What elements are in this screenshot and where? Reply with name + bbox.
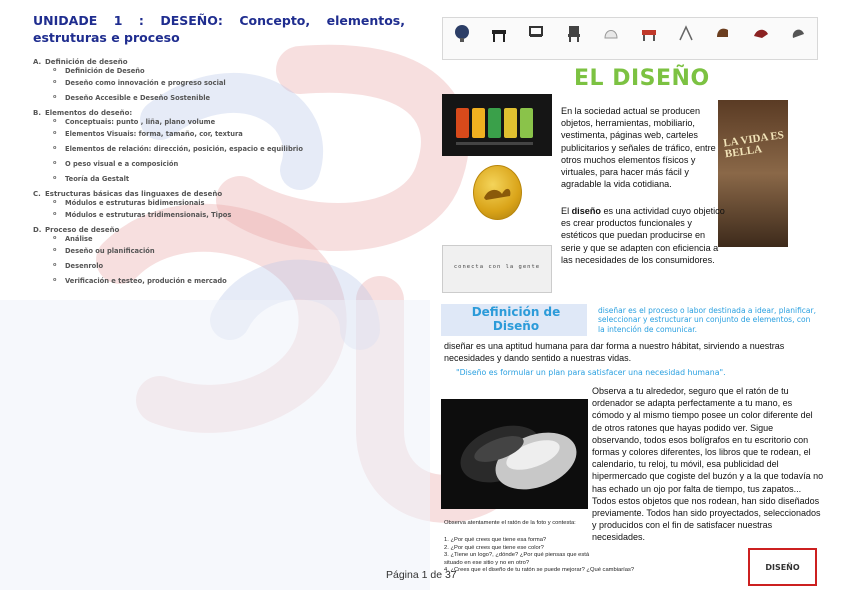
outline-item: o Desenrolo bbox=[33, 262, 405, 271]
bold-term: diseño bbox=[571, 206, 601, 216]
outline-section bbox=[33, 190, 405, 220]
outline-item: o Conceptuais: punto , liña, plano volume bbox=[33, 118, 405, 127]
outline-item: o Verificación e testeo, produción e mercado bbox=[33, 277, 405, 286]
outline-item: o O peso visual e a composición bbox=[33, 160, 405, 169]
question: 1. ¿Por qué crees que tiene esa forma? bbox=[444, 537, 547, 543]
outline-section bbox=[33, 58, 405, 103]
poster-title: LA VIDA ES BELLA bbox=[722, 129, 785, 161]
chair-image bbox=[636, 24, 662, 54]
exercise-prompt: Observa atentamente el ratón de la foto y contesta: bbox=[444, 520, 576, 526]
chair-image bbox=[598, 24, 624, 54]
question: 3. ¿Tiene un logo?, ¿dónde? ¿Por qué piensas que está situado en ese sitio y no en otro? bbox=[444, 552, 590, 566]
chair-strip bbox=[442, 17, 818, 60]
movie-poster bbox=[718, 100, 788, 247]
question-list bbox=[444, 537, 635, 575]
paragraph-intro: En la sociedad actual se producen objetos, herramientas, mobiliario, vestimenta, páginas web, carteles publicitarios y señales de tráfico, entre otros muchos elementos físicos y virtuales, para hacer más fácil y agradable la vida cotidiana. bbox=[561, 106, 716, 190]
chair-image bbox=[785, 24, 811, 54]
outline-item: o Deseño como innovación e progreso social bbox=[33, 79, 405, 88]
outline-item: o Deseño ou planificación bbox=[33, 247, 405, 256]
chair-image bbox=[748, 24, 774, 54]
definition-description: diseñar es el proceso o labor destinada a idear, planificar, seleccionar y estructurar un conjunto de elementos, con la intención de comunicar. bbox=[598, 306, 816, 334]
chair-image bbox=[561, 24, 587, 54]
outline-section-title: C. Estructuras básicas das linguaxes de deseño bbox=[33, 190, 223, 198]
logo-text: DISEÑO bbox=[765, 562, 800, 572]
outline-item: o Elementos Visuais: forma, tamaño, cor, textura bbox=[33, 130, 405, 139]
paragraph-aptitude: diseñar es una aptitud humana para dar forma a nuestro hábitat, sirviendo a nuestras necesidades y dando sentido a nuestras vidas. bbox=[444, 341, 785, 364]
design-quote: "Diseño es formular un plan para satisfacer una necesidad humana". bbox=[456, 368, 726, 377]
chair-image bbox=[710, 24, 736, 54]
outline-section-title: A. Definición de deseño bbox=[33, 58, 128, 66]
cans-photo bbox=[442, 94, 552, 156]
unit-outline-page bbox=[33, 12, 405, 292]
chair-image bbox=[486, 24, 512, 54]
website-screenshot bbox=[442, 245, 552, 293]
outline-section-title: B. Elementos do deseño: bbox=[33, 109, 133, 117]
section-heading: EL DISEÑO bbox=[574, 66, 710, 91]
outline-item: o Módulos e estruturas tridimensionais, Tipos bbox=[33, 211, 405, 220]
outline-section bbox=[33, 226, 405, 286]
paragraph-definition: El diseño es una actividad cuyo objetico es crear productos funcionales y estéticos que puedan producirse en serie y que se adapten con eficiencia a las necesidades de los consumidores. bbox=[561, 206, 725, 265]
outline-item: o Deseño Accesible e Deseño Sostenible bbox=[33, 94, 405, 103]
question: 2. ¿Por qué crees que tiene ese color? bbox=[444, 544, 544, 551]
chair-image bbox=[673, 24, 699, 54]
outline-item: o Análise bbox=[33, 235, 405, 244]
outline-list bbox=[33, 58, 405, 286]
definition-title: Definición de Diseño bbox=[471, 305, 561, 333]
outline-section bbox=[33, 109, 405, 184]
web-banner: conecta con la gente bbox=[453, 264, 541, 270]
paragraph-observe: Observa a tu alrededor, seguro que el ratón de tu ordenador se adapta perfectamente a tu mano, es cómodo y al mismo tiempo posee un color diferente del de otros ratones que hayas podido ver. Sigue observando, todos esos bolígrafos en tu escritorio con formas y colores diferentes, los libros que te rodean, el calendario, tu reloj, tu móvil, esa publicidad del hipermercado que cogiste del buzón y a la que todavía no has echado un ojo por falta de tiempo, tus zapatos... Todos estos objetos que nos rodean, han sido diseñados previamente. Todos han sido proyectados, seleccionados y producidos con el fin de satisfacer nuestras necesidades. bbox=[592, 386, 824, 543]
outline-item: o Módulos e estruturas bidimensionais bbox=[33, 199, 405, 208]
shaded-area bbox=[0, 300, 430, 590]
unit-title: UNIDADE 1 : DESEÑO: Concepto, elementos, estruturas e proceso bbox=[33, 13, 405, 45]
outline-item: o Teoría da Gestalt bbox=[33, 175, 405, 184]
question: 4. ¿Crees que el diseño de tu ratón se puede mejorar? ¿Qué cambiarías? bbox=[444, 567, 635, 573]
mouse-photo bbox=[441, 399, 588, 509]
outline-section-title: D. Proceso de deseño bbox=[33, 226, 120, 234]
chair-image bbox=[449, 24, 475, 54]
page-number: Página 1 de 37 bbox=[386, 569, 457, 581]
outline-item: o Elementos de relación: dirección, posición, espacio e equilibrio bbox=[33, 145, 405, 154]
diseno-logo bbox=[748, 548, 817, 586]
coin-image bbox=[473, 165, 522, 220]
chair-image bbox=[523, 24, 549, 54]
outline-item: o Definición de Deseño bbox=[33, 67, 405, 76]
